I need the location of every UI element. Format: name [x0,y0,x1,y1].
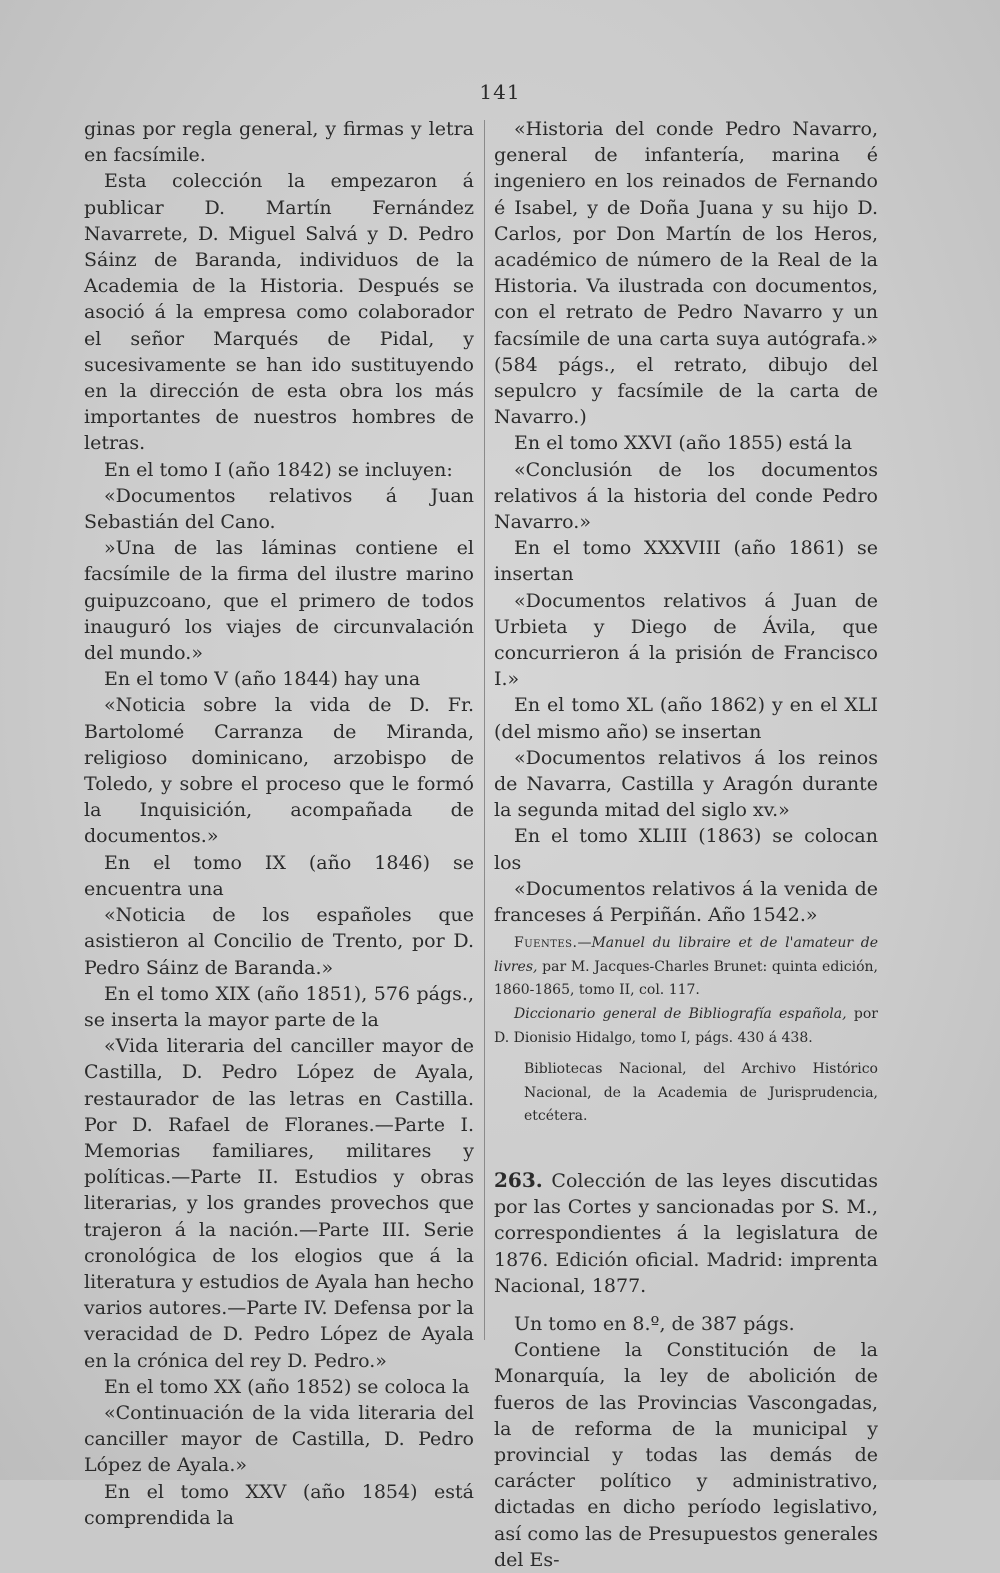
sources-label: Fuentes. [514,935,578,952]
page-number: 141 [479,80,521,104]
column-divider [484,120,485,1340]
left-column-paragraph: En el tomo XXV (año 1854) está comprendida la [84,1480,474,1529]
left-column-paragraph: «Vida literaria del canciller mayor de Castilla, D. Pedro López de Ayala, restaurador de las letras en Castilla. Por D. Rafael de Floranes.—Parte I. Memorias familiares, militares y políticas.—Parte II. Estudios y obras literarias, y los grandes provechos que trajeron á la nación.—Parte III. Serie cronológica de los elogios que á la literatura y estudios de Ayala han hecho varios autores.—Parte IV. Defensa por la veracidad de D. Pedro López de Ayala en la crónica del rey D. Pedro.» [84,1035,474,1372]
source-diccionario [494,1003,878,1050]
source-manuel-title: Manuel du libraire et de l'amateur de livres, [494,935,878,975]
right-column-paragraph: En el tomo XXVI (año 1855) está la [514,432,853,455]
left-column-paragraph: «Noticia sobre la vida de D. Fr. Bartolomé Carranza de Miranda, religioso dominicano, arzobispo de Toledo, y sobre el proceso que le formó la Inquisición, acompañada de documentos.» [84,694,474,848]
left-column-paragraph: Esta colección la empezaron á publicar D. Martín Fernández Navarrete, D. Miguel Salvá y D. Pedro Sáinz de Baranda, individuos de la Academia de la Historia. Después se asoció á la empresa como colaborador el señor Marqués de Pidal, y sucesivamente se han ido sustituyendo en la dirección de esta obra los más importantes de nuestros hombres de letras. [84,170,474,455]
left-column-paragraph: En el tomo XX (año 1852) se coloca la [104,1375,470,1398]
source-diccionario-details: por D. Dionisio Hidalgo, tomo I, págs. 430 á 438. [494,1006,878,1046]
left-column-paragraph: ginas por regla general, y firmas y letra en facsímile. [84,118,474,167]
left-column-paragraph: En el tomo I (año 1842) se incluyen: [104,458,453,481]
entry-heading [494,1167,878,1299]
right-column-paragraph: En el tomo XLIII (1863) se colocan los [494,825,878,874]
sources-note [494,932,878,1050]
left-column [84,116,474,1531]
entry-body-paragraph: Contiene la Constitución de la Monarquía, la ley de abolición de fueros de las Provincias Vascongadas, la de reforma de la municipal y provincial y todas las demás de carácter político y administrativo, dictadas en dicho período legislativo, así como las de Presupuestos generales del Es- [494,1339,878,1571]
libraries-text: Bibliotecas Nacional, del Archivo Histórico Nacional, de la Academia de Jurisprudencia, etcétera. [524,1061,878,1125]
source-manuel-details: par M. Jacques-Charles Brunet: quinta edición, 1860-1865, tomo II, col. 117. [494,958,878,999]
right-column [494,116,878,1573]
left-column-paragraph: En el tomo IX (año 1846) se encuentra una [84,851,474,900]
source-manuel [494,932,878,1003]
left-column-paragraph: En el tomo XIX (año 1851), 576 págs., se inserta la mayor parte de la [84,982,474,1031]
sources-dash: — [577,935,592,952]
entry-number: 263. [494,1168,543,1193]
right-column-paragraph: «Conclusión de los documentos relativos á la historia del conde Pedro Navarro.» [494,458,878,534]
right-column-paragraph: «Historia del conde Pedro Navarro, general de infantería, marina é ingeniero en los reinados de Fernando é Isabel, y de Doña Juana y su hijo D. Carlos, por Don Martín de los Heros, académico de número de la Real de la Historia. Va ilustrada con documentos, con el retrato de Pedro Navarro y un facsímile de una carta suya autógrafa.» (584 págs., el retrato, dibujo del sepulcro y facsímile de la carta de Navarro.) [494,118,878,429]
right-column-paragraphs [494,116,878,928]
entry-title: Colección de las leyes discutidas por las Cortes y sancionadas por S. M., correspondientes á la legislatura de 1876. Edición oficial. Madrid: imprenta Nacional, 1877. [494,1170,878,1297]
left-column-paragraph: En el tomo V (año 1844) hay una [104,668,421,691]
left-column-paragraph: »Una de las láminas contiene el facsímile de la firma del ilustre marino guipuzcoano, que el primero de todos inauguró los viajes de circunvalación del mundo.» [84,537,474,665]
left-column-paragraph: «Continuación de la vida literaria del canciller mayor de Castilla, D. Pedro López de Ayala.» [84,1401,474,1477]
left-column-paragraph: «Noticia de los españoles que asistieron al Concilio de Trento, por D. Pedro Sáinz de Baranda.» [84,904,474,979]
entry-body [494,1311,878,1573]
right-column-paragraph: En el tomo XXXVIII (año 1861) se insertan [494,537,878,586]
entry-body-paragraph: Un tomo en 8.º, de 387 págs. [514,1313,795,1336]
libraries-note [524,1058,878,1129]
entry-spacer [494,1299,878,1311]
right-column-paragraph: «Documentos relativos á la venida de franceses á Perpiñán. Año 1542.» [494,877,878,927]
right-column-paragraph: «Documentos relativos á los reinos de Navarra, Castilla y Aragón durante la segunda mitad del siglo xv.» [494,746,878,822]
source-diccionario-title: Diccionario general de Bibliografía española, [514,1006,847,1023]
right-column-paragraph: En el tomo XL (año 1862) y en el XLI (del mismo año) se insertan [494,694,878,743]
left-column-paragraph: «Documentos relativos á Juan Sebastián del Cano. [84,484,474,534]
entry-263 [494,1167,878,1573]
right-column-paragraph: «Documentos relativos á Juan de Urbieta y Diego de Ávila, que concurrieron á la prisión de Francisco I.» [494,589,878,691]
